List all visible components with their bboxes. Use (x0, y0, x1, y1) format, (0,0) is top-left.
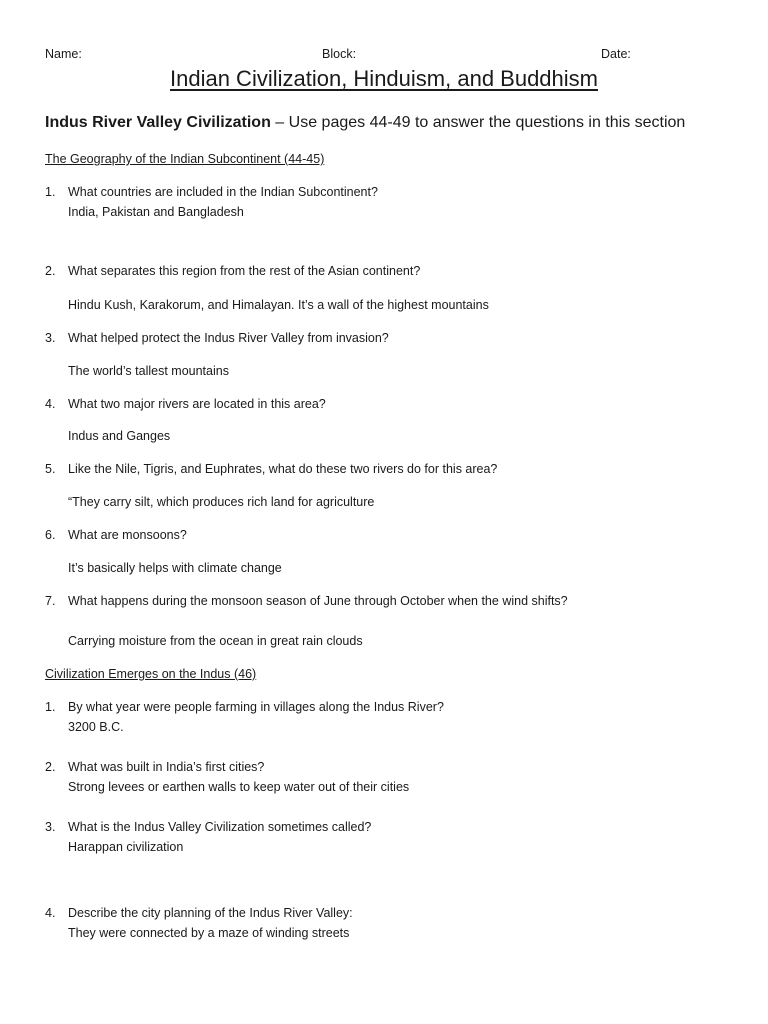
question-item (45, 264, 420, 278)
question-number: 5. (45, 462, 56, 476)
question-number: 1. (45, 185, 56, 199)
question-item (45, 594, 568, 608)
question-text: What happens during the monsoon season of June through October when the wind shifts? (68, 594, 568, 608)
question-number: 3. (45, 331, 56, 345)
answer-text: Harappan civilization (68, 840, 184, 854)
section-heading (45, 114, 685, 132)
question-text: What two major rivers are located in this area? (68, 397, 326, 411)
question-item (45, 820, 371, 834)
question-item (45, 462, 497, 476)
question-text: What countries are included in the Indian Subcontinent? (68, 185, 378, 199)
page-title: Indian Civilization, Hinduism, and Buddhism (170, 66, 598, 91)
question-number: 6. (45, 528, 56, 542)
answer-text: 3200 B.C. (68, 720, 124, 734)
answer-text: Hindu Kush, Karakorum, and Himalayan. It’s a wall of the highest mountains (68, 298, 489, 312)
question-text: What was built in India’s first cities? (68, 760, 265, 774)
section-instruction: – Use pages 44-49 to answer the questions in this section (270, 114, 686, 131)
question-text: What are monsoons? (68, 528, 187, 542)
answer-text: It’s basically helps with climate change (68, 561, 282, 575)
answer-text: “They carry silt, which produces rich land for agriculture (68, 495, 375, 509)
answer-text: India, Pakistan and Bangladesh (68, 205, 244, 219)
question-text: Describe the city planning of the Indus River Valley: (68, 906, 353, 920)
date-label: Date: (601, 47, 631, 61)
question-item (45, 185, 378, 199)
question-text: By what year were people farming in villages along the Indus River? (68, 700, 444, 714)
section-heading-bold: Indus River Valley Civilization (45, 114, 271, 131)
question-item (45, 397, 326, 411)
question-item (45, 528, 187, 542)
question-item (45, 760, 264, 774)
civilization-heading: Civilization Emerges on the Indus (46) (45, 667, 257, 681)
question-item (45, 331, 389, 345)
name-label: Name: (45, 47, 82, 61)
question-text: What helped protect the Indus River Valley from invasion? (68, 331, 389, 345)
question-item (45, 906, 353, 920)
answer-text: The world’s tallest mountains (68, 364, 229, 378)
question-number: 2. (45, 264, 56, 278)
question-number: 4. (45, 906, 56, 920)
block-label: Block: (322, 47, 357, 61)
answer-text: Indus and Ganges (68, 429, 171, 443)
answer-text: They were connected by a maze of winding streets (68, 926, 350, 940)
question-number: 1. (45, 700, 56, 714)
question-number: 7. (45, 594, 56, 608)
question-number: 4. (45, 397, 56, 411)
geography-heading: The Geography of the Indian Subcontinent (44-45) (45, 152, 325, 166)
question-text: What separates this region from the rest of the Asian continent? (68, 264, 421, 278)
question-text: What is the Indus Valley Civilization sometimes called? (68, 820, 372, 834)
question-text: Like the Nile, Tigris, and Euphrates, what do these two rivers do for this area? (68, 462, 498, 476)
question-number: 2. (45, 760, 56, 774)
question-number: 3. (45, 820, 56, 834)
answer-text: Carrying moisture from the ocean in great rain clouds (68, 634, 363, 648)
answer-text: Strong levees or earthen walls to keep water out of their cities (68, 780, 410, 794)
question-item (45, 700, 444, 714)
